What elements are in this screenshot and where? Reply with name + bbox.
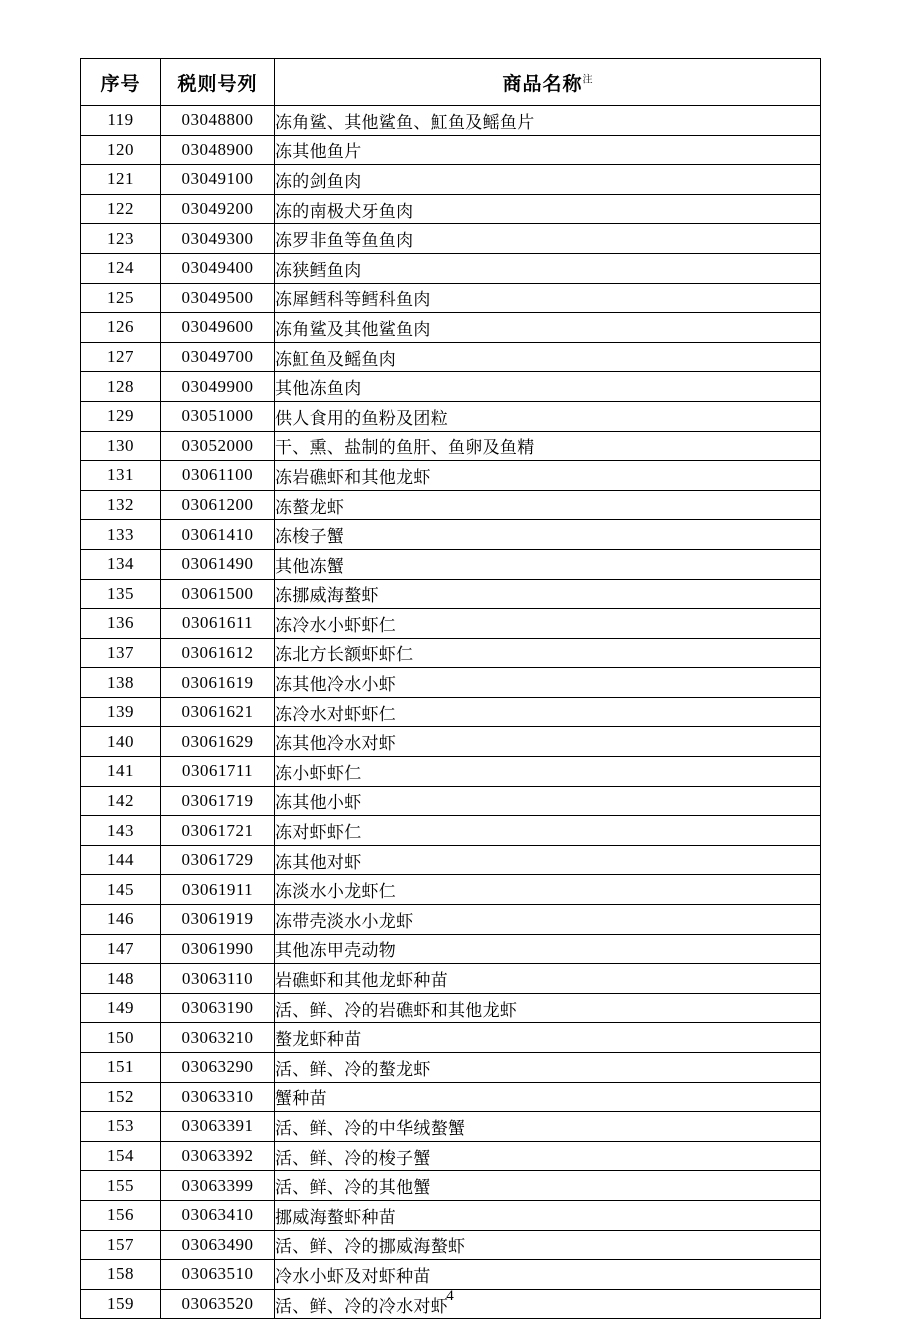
cell-seq: 143 bbox=[81, 816, 161, 846]
cell-tariff-code: 03063190 bbox=[161, 993, 275, 1023]
cell-tariff-code: 03061919 bbox=[161, 905, 275, 935]
cell-tariff-code: 03049200 bbox=[161, 194, 275, 224]
cell-tariff-code: 03049700 bbox=[161, 342, 275, 372]
table-row bbox=[81, 934, 821, 964]
table-row bbox=[81, 579, 821, 609]
table-row bbox=[81, 964, 821, 994]
cell-seq: 144 bbox=[81, 845, 161, 875]
cell-product-name: 蟹种苗 bbox=[275, 1082, 821, 1112]
cell-tariff-code: 03061721 bbox=[161, 816, 275, 846]
cell-tariff-code: 03052000 bbox=[161, 431, 275, 461]
cell-product-name: 冻罗非鱼等鱼鱼肉 bbox=[275, 224, 821, 254]
cell-tariff-code: 03061619 bbox=[161, 668, 275, 698]
table-row bbox=[81, 727, 821, 757]
cell-seq: 130 bbox=[81, 431, 161, 461]
cell-tariff-code: 03063520 bbox=[161, 1289, 275, 1319]
tariff-table bbox=[80, 58, 821, 1319]
cell-seq: 152 bbox=[81, 1082, 161, 1112]
cell-product-name: 冻其他小虾 bbox=[275, 786, 821, 816]
cell-tariff-code: 03051000 bbox=[161, 401, 275, 431]
cell-product-name: 活、鲜、冷的螯龙虾 bbox=[275, 1053, 821, 1083]
table-row bbox=[81, 757, 821, 787]
cell-product-name: 冻狭鳕鱼肉 bbox=[275, 253, 821, 283]
cell-tariff-code: 03061100 bbox=[161, 461, 275, 491]
table-row bbox=[81, 1023, 821, 1053]
cell-seq: 153 bbox=[81, 1112, 161, 1142]
table-row bbox=[81, 253, 821, 283]
cell-product-name: 活、鲜、冷的挪威海螯虾 bbox=[275, 1230, 821, 1260]
cell-seq: 120 bbox=[81, 135, 161, 165]
cell-seq: 128 bbox=[81, 372, 161, 402]
cell-tariff-code: 03061500 bbox=[161, 579, 275, 609]
cell-product-name: 活、鲜、冷的中华绒螯蟹 bbox=[275, 1112, 821, 1142]
cell-tariff-code: 03063310 bbox=[161, 1082, 275, 1112]
cell-tariff-code: 03061711 bbox=[161, 757, 275, 787]
cell-tariff-code: 03063399 bbox=[161, 1171, 275, 1201]
cell-tariff-code: 03061990 bbox=[161, 934, 275, 964]
cell-product-name: 冻岩礁虾和其他龙虾 bbox=[275, 461, 821, 491]
table-header bbox=[81, 59, 821, 106]
cell-tariff-code: 03049500 bbox=[161, 283, 275, 313]
cell-tariff-code: 03063391 bbox=[161, 1112, 275, 1142]
table-row bbox=[81, 372, 821, 402]
cell-seq: 136 bbox=[81, 609, 161, 639]
cell-seq: 156 bbox=[81, 1200, 161, 1230]
cell-seq: 157 bbox=[81, 1230, 161, 1260]
cell-product-name: 活、鲜、冷的梭子蟹 bbox=[275, 1141, 821, 1171]
cell-seq: 122 bbox=[81, 194, 161, 224]
table-row bbox=[81, 490, 821, 520]
cell-product-name: 冻螯龙虾 bbox=[275, 490, 821, 520]
table-row bbox=[81, 875, 821, 905]
tariff-table-container bbox=[80, 58, 820, 1319]
table-row bbox=[81, 401, 821, 431]
cell-seq: 154 bbox=[81, 1141, 161, 1171]
table-row bbox=[81, 668, 821, 698]
cell-tariff-code: 03061911 bbox=[161, 875, 275, 905]
cell-product-name: 冻冷水对虾虾仁 bbox=[275, 697, 821, 727]
cell-tariff-code: 03048900 bbox=[161, 135, 275, 165]
cell-tariff-code: 03063490 bbox=[161, 1230, 275, 1260]
table-row bbox=[81, 993, 821, 1023]
cell-tariff-code: 03061410 bbox=[161, 520, 275, 550]
cell-product-name: 岩礁虾和其他龙虾种苗 bbox=[275, 964, 821, 994]
cell-product-name: 冻小虾虾仁 bbox=[275, 757, 821, 787]
cell-product-name: 活、鲜、冷的岩礁虾和其他龙虾 bbox=[275, 993, 821, 1023]
cell-tariff-code: 03063290 bbox=[161, 1053, 275, 1083]
table-row bbox=[81, 905, 821, 935]
cell-seq: 125 bbox=[81, 283, 161, 313]
table-row bbox=[81, 431, 821, 461]
cell-tariff-code: 03061729 bbox=[161, 845, 275, 875]
cell-tariff-code: 03049900 bbox=[161, 372, 275, 402]
table-row bbox=[81, 609, 821, 639]
cell-seq: 158 bbox=[81, 1260, 161, 1290]
cell-seq: 121 bbox=[81, 165, 161, 195]
table-body bbox=[81, 106, 821, 1319]
table-row bbox=[81, 786, 821, 816]
cell-seq: 134 bbox=[81, 549, 161, 579]
cell-product-name: 冻带壳淡水小龙虾 bbox=[275, 905, 821, 935]
cell-tariff-code: 03048800 bbox=[161, 106, 275, 136]
table-row bbox=[81, 1230, 821, 1260]
cell-product-name: 冻对虾虾仁 bbox=[275, 816, 821, 846]
cell-product-name: 冻其他冷水小虾 bbox=[275, 668, 821, 698]
table-row bbox=[81, 1112, 821, 1142]
cell-product-name: 冻其他对虾 bbox=[275, 845, 821, 875]
cell-product-name: 冻魟鱼及鳐鱼肉 bbox=[275, 342, 821, 372]
cell-product-name: 螯龙虾种苗 bbox=[275, 1023, 821, 1053]
cell-tariff-code: 03061612 bbox=[161, 638, 275, 668]
cell-tariff-code: 03061629 bbox=[161, 727, 275, 757]
cell-tariff-code: 03049400 bbox=[161, 253, 275, 283]
cell-product-name: 冻角鲨、其他鲨鱼、魟鱼及鳐鱼片 bbox=[275, 106, 821, 136]
cell-tariff-code: 03063210 bbox=[161, 1023, 275, 1053]
cell-tariff-code: 03049600 bbox=[161, 313, 275, 343]
cell-seq: 131 bbox=[81, 461, 161, 491]
cell-seq: 137 bbox=[81, 638, 161, 668]
cell-product-name: 干、熏、盐制的鱼肝、鱼卵及鱼精 bbox=[275, 431, 821, 461]
cell-seq: 146 bbox=[81, 905, 161, 935]
cell-seq: 127 bbox=[81, 342, 161, 372]
table-row bbox=[81, 224, 821, 254]
table-row bbox=[81, 638, 821, 668]
cell-product-name: 其他冻蟹 bbox=[275, 549, 821, 579]
cell-seq: 151 bbox=[81, 1053, 161, 1083]
cell-seq: 141 bbox=[81, 757, 161, 787]
cell-seq: 123 bbox=[81, 224, 161, 254]
cell-tariff-code: 03061490 bbox=[161, 549, 275, 579]
column-header-name bbox=[275, 59, 821, 106]
table-row bbox=[81, 1260, 821, 1290]
table-row bbox=[81, 194, 821, 224]
cell-seq: 119 bbox=[81, 106, 161, 136]
cell-product-name: 其他冻鱼肉 bbox=[275, 372, 821, 402]
cell-seq: 124 bbox=[81, 253, 161, 283]
column-header-name-superscript: 注 bbox=[582, 74, 593, 86]
table-header-row bbox=[81, 59, 821, 106]
table-row bbox=[81, 461, 821, 491]
cell-tariff-code: 03063510 bbox=[161, 1260, 275, 1290]
cell-seq: 138 bbox=[81, 668, 161, 698]
cell-seq: 147 bbox=[81, 934, 161, 964]
cell-seq: 139 bbox=[81, 697, 161, 727]
cell-product-name: 挪威海螯虾种苗 bbox=[275, 1200, 821, 1230]
table-row bbox=[81, 1171, 821, 1201]
table-row bbox=[81, 342, 821, 372]
table-row bbox=[81, 135, 821, 165]
column-header-seq: 序号 bbox=[81, 59, 161, 106]
cell-tariff-code: 03063410 bbox=[161, 1200, 275, 1230]
table-row bbox=[81, 845, 821, 875]
cell-tariff-code: 03063110 bbox=[161, 964, 275, 994]
cell-seq: 135 bbox=[81, 579, 161, 609]
table-row bbox=[81, 549, 821, 579]
column-header-code: 税则号列 bbox=[161, 59, 275, 106]
cell-seq: 142 bbox=[81, 786, 161, 816]
cell-product-name: 冻角鲨及其他鲨鱼肉 bbox=[275, 313, 821, 343]
cell-seq: 133 bbox=[81, 520, 161, 550]
cell-seq: 126 bbox=[81, 313, 161, 343]
table-row bbox=[81, 106, 821, 136]
cell-seq: 132 bbox=[81, 490, 161, 520]
cell-tariff-code: 03061611 bbox=[161, 609, 275, 639]
cell-product-name: 冻其他鱼片 bbox=[275, 135, 821, 165]
cell-tariff-code: 03049100 bbox=[161, 165, 275, 195]
cell-product-name: 冻犀鳕科等鳕科鱼肉 bbox=[275, 283, 821, 313]
table-row bbox=[81, 816, 821, 846]
table-row bbox=[81, 1053, 821, 1083]
cell-product-name: 冻北方长额虾虾仁 bbox=[275, 638, 821, 668]
cell-seq: 145 bbox=[81, 875, 161, 905]
cell-tariff-code: 03061200 bbox=[161, 490, 275, 520]
cell-product-name: 冻其他冷水对虾 bbox=[275, 727, 821, 757]
table-row bbox=[81, 313, 821, 343]
cell-seq: 149 bbox=[81, 993, 161, 1023]
cell-seq: 129 bbox=[81, 401, 161, 431]
table-row bbox=[81, 697, 821, 727]
cell-seq: 148 bbox=[81, 964, 161, 994]
cell-tariff-code: 03061719 bbox=[161, 786, 275, 816]
table-row bbox=[81, 1141, 821, 1171]
table-row bbox=[81, 520, 821, 550]
cell-seq: 140 bbox=[81, 727, 161, 757]
cell-product-name: 冻的剑鱼肉 bbox=[275, 165, 821, 195]
cell-product-name: 冷水小虾及对虾种苗 bbox=[275, 1260, 821, 1290]
cell-product-name: 活、鲜、冷的冷水对虾 bbox=[275, 1289, 821, 1319]
cell-product-name: 供人食用的鱼粉及团粒 bbox=[275, 401, 821, 431]
cell-tariff-code: 03063392 bbox=[161, 1141, 275, 1171]
cell-product-name: 冻挪威海螯虾 bbox=[275, 579, 821, 609]
cell-product-name: 活、鲜、冷的其他蟹 bbox=[275, 1171, 821, 1201]
table-row bbox=[81, 165, 821, 195]
cell-seq: 155 bbox=[81, 1171, 161, 1201]
cell-seq: 159 bbox=[81, 1289, 161, 1319]
cell-product-name: 其他冻甲壳动物 bbox=[275, 934, 821, 964]
page-number: 4 bbox=[446, 1288, 454, 1304]
cell-product-name: 冻梭子蟹 bbox=[275, 520, 821, 550]
cell-tariff-code: 03049300 bbox=[161, 224, 275, 254]
table-row bbox=[81, 1200, 821, 1230]
cell-seq: 150 bbox=[81, 1023, 161, 1053]
column-header-name-label: 商品名称 bbox=[502, 73, 583, 95]
cell-product-name: 冻冷水小虾虾仁 bbox=[275, 609, 821, 639]
table-row bbox=[81, 1082, 821, 1112]
cell-tariff-code: 03061621 bbox=[161, 697, 275, 727]
table-row bbox=[81, 283, 821, 313]
cell-product-name: 冻的南极犬牙鱼肉 bbox=[275, 194, 821, 224]
cell-product-name: 冻淡水小龙虾仁 bbox=[275, 875, 821, 905]
